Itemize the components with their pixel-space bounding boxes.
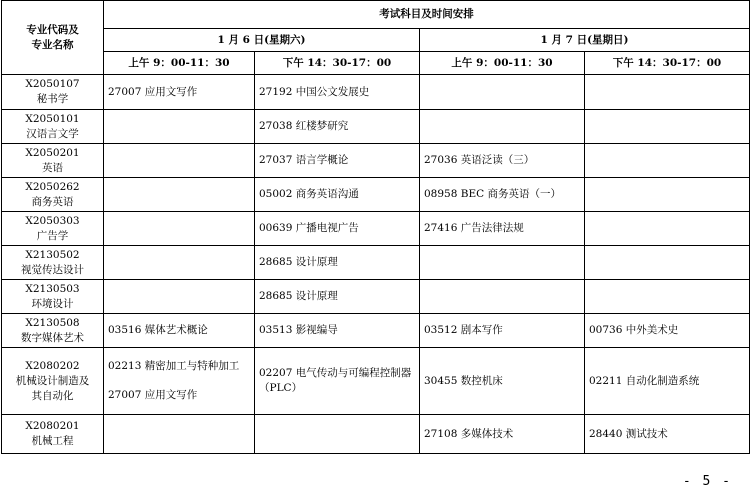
subject-entry: 28685 设计原理: [259, 256, 338, 268]
major-cell: [2, 348, 104, 415]
major-cell: [2, 110, 104, 144]
subject-entry: 03516 媒体艺术概论: [108, 324, 208, 336]
header-row-2: [2, 29, 750, 52]
table-row: [2, 348, 750, 415]
subject-cell-d1pm: [255, 415, 420, 454]
major-name: 英语: [42, 161, 63, 174]
major-cell: [2, 246, 104, 280]
major-cell: [2, 415, 104, 454]
subject-cell-d1am: [104, 75, 255, 110]
subject-cell-d1pm: [255, 280, 420, 314]
subject-cell-d1pm: [255, 212, 420, 246]
subject-cell-d2pm: [585, 144, 750, 178]
major-code: X2080201: [25, 420, 80, 432]
subject-entry: 27416 广告法律法规: [424, 222, 524, 234]
subject-entry: 27038 红楼梦研究: [259, 120, 349, 132]
subject-cell-d1am: [104, 212, 255, 246]
subject-entry: 03512 剧本写作: [424, 324, 503, 336]
major-name: 数字媒体艺术: [21, 331, 84, 344]
subject-entry: 02213 精密加工与特种加工: [108, 360, 240, 372]
major-code: X2130502: [25, 248, 80, 261]
table-row: [2, 75, 750, 110]
subject-entry: 30455 数控机床: [424, 374, 503, 387]
major-name: 广告学: [36, 229, 69, 242]
major-code: X2050303: [25, 214, 80, 227]
subject-cell-d2pm: [585, 415, 750, 454]
major-name: 视觉传达设计: [21, 263, 84, 276]
subject-entry: 00736 中外美术史: [589, 324, 679, 336]
major-name: 汉语言文学: [26, 127, 79, 140]
table-row: [2, 280, 750, 314]
table-row: [2, 178, 750, 212]
subject-cell-d1pm: [255, 314, 420, 348]
header-row-1: [2, 1, 750, 29]
subject-cell-d2pm: [585, 212, 750, 246]
day2-header: 1 月 7 日(星期日): [420, 29, 750, 52]
subject-cell-d1am: [104, 314, 255, 348]
day1-header: 1 月 6 日(星期六): [104, 29, 420, 52]
major-column-header: [2, 1, 104, 75]
day2-am-header: 上午 9：00-11：30: [420, 52, 585, 75]
schedule-title: 考试科目及时间安排: [104, 1, 750, 29]
major-name: 机械工程: [31, 435, 74, 447]
table-row: [2, 212, 750, 246]
subject-cell-d1pm: [255, 348, 420, 415]
subject-cell-d2pm: [585, 314, 750, 348]
subject-cell-d2am: [420, 75, 585, 110]
subject-cell-d1am: [104, 178, 255, 212]
major-name: 秘书学: [36, 93, 69, 105]
major-name: 环境设计: [31, 297, 74, 310]
major-cell: [2, 178, 104, 212]
exam-schedule-table: [1, 0, 750, 454]
subject-cell-d2pm: [585, 348, 750, 415]
subject-cell-d2am: [420, 212, 585, 246]
subject-cell-d1am: [104, 144, 255, 178]
subject-entry: 28685 设计原理: [259, 290, 338, 302]
subject-cell-d2pm: [585, 280, 750, 314]
subject-entry: 27007 应用文写作: [108, 85, 198, 98]
table-body: [2, 1, 750, 454]
major-header-line-1: 专业代码及: [26, 23, 79, 36]
major-code: X2050101: [25, 112, 80, 125]
table-row: [2, 246, 750, 280]
major-code: X2050107: [25, 78, 80, 90]
major-code: X2080202: [25, 359, 80, 372]
subject-cell-d2am: [420, 246, 585, 280]
subject-cell-d2am: [420, 110, 585, 144]
subject-entry: 28440 测试技术: [589, 427, 668, 440]
subject-entry: 03513 影视编导: [259, 324, 338, 336]
subject-entry: 27037 语言学概论: [259, 154, 349, 166]
subject-cell-d1am: [104, 246, 255, 280]
day1-am-header: 上午 9：00-11：30: [104, 52, 255, 75]
subject-entry: 27036 英语泛读（三）: [424, 154, 535, 166]
subject-cell-d2am: [420, 415, 585, 454]
subject-cell-d1pm: [255, 246, 420, 280]
subject-cell-d1pm: [255, 110, 420, 144]
subject-cell-d2am: [420, 144, 585, 178]
major-code: X2130503: [25, 282, 80, 295]
major-header-line-2: 专业名称: [31, 38, 74, 51]
subject-cell-d2pm: [585, 75, 750, 110]
major-cell: [2, 280, 104, 314]
subject-cell-d2am: [420, 314, 585, 348]
major-cell: [2, 212, 104, 246]
table-row: [2, 415, 750, 454]
table-row: [2, 110, 750, 144]
day1-pm-header: 下午 14：30-17：00: [255, 52, 420, 75]
major-cell: [2, 75, 104, 110]
subject-cell-d2pm: [585, 178, 750, 212]
subject-cell-d1pm: [255, 75, 420, 110]
table-row: [2, 144, 750, 178]
major-cell: [2, 314, 104, 348]
major-cell: [2, 144, 104, 178]
subject-entry: 02207 电气传动与可编程控制器（PLC）: [259, 367, 412, 394]
subject-cell-d2pm: [585, 246, 750, 280]
subject-entry: 27192 中国公文发展史: [259, 85, 370, 98]
subject-cell-d1pm: [255, 178, 420, 212]
major-code: X2050201: [25, 146, 80, 159]
major-code: X2050262: [25, 180, 80, 193]
subject-cell-d2am: [420, 178, 585, 212]
subject-entry: 02211 自动化制造系统: [589, 374, 700, 387]
subject-entry: 08958 BEC 商务英语（一）: [424, 188, 561, 200]
table-row: [2, 314, 750, 348]
subject-entry: 05002 商务英语沟通: [259, 188, 359, 200]
subject-entry: 27108 多媒体技术: [424, 427, 514, 440]
major-code: X2130508: [25, 316, 80, 329]
subject-cell-d1am: [104, 415, 255, 454]
major-name: 其自动化: [31, 389, 74, 402]
subject-cell-d1pm: [255, 144, 420, 178]
subject-cell-d1am: [104, 110, 255, 144]
subject-entry: 00639 广播电视广告: [259, 222, 359, 234]
subject-cell-d2am: [420, 348, 585, 415]
major-name: 商务英语: [31, 195, 74, 208]
subject-entry: 27007 应用文写作: [108, 389, 198, 401]
subject-cell-d2am: [420, 280, 585, 314]
page-number: - 5 -: [682, 474, 732, 489]
subject-cell-d2pm: [585, 110, 750, 144]
day2-pm-header: 下午 14：30-17：00: [585, 52, 750, 75]
subject-cell-d1am: [104, 280, 255, 314]
subject-cell-d1am: [104, 348, 255, 415]
header-row-3: [2, 52, 750, 75]
major-name: 机械设计制造及: [15, 374, 90, 387]
